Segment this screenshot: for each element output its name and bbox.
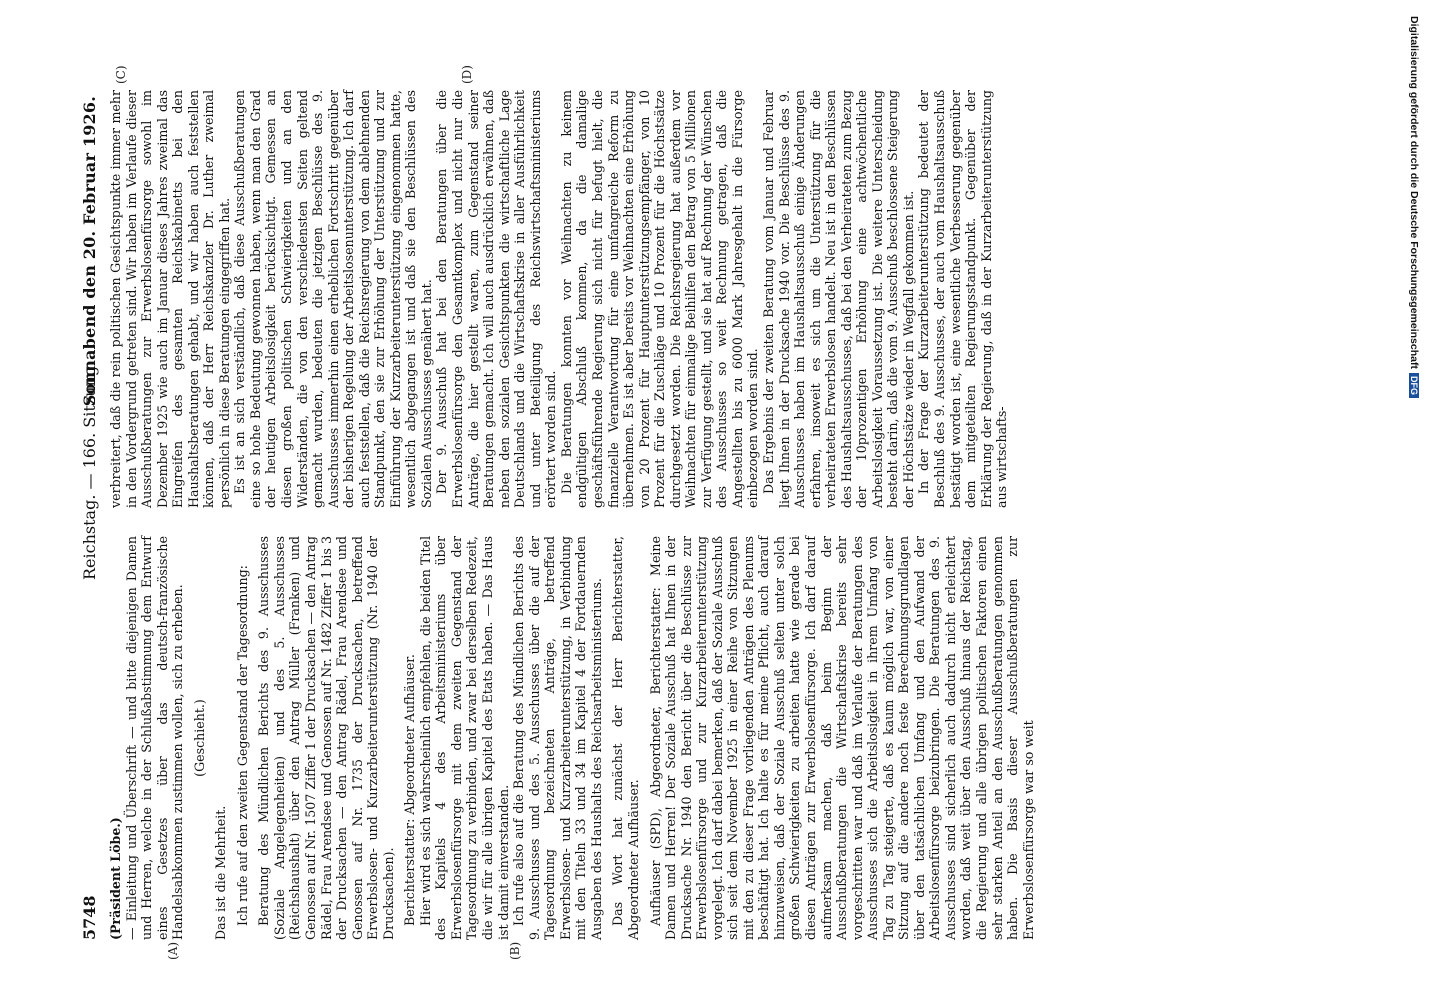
margin-marker-d: (D) (460, 65, 474, 84)
paragraph: In der Frage der Kurzarbeiterunterstützung bedeutet der Beschluß des 9. Ausschusses, der auch vom Haushaltsausschuß bestätigt worden ist, eine wesentliche Verbesserung gegenüber dem mitgeteilten Regierungsstandpunkt. Gegenüber der Erklärung der Regierung, daß in der Kurzarbeiterunterstützung aus wirtschafts- (916, 90, 1010, 508)
rotated-page (80, 65, 1036, 960)
paragraph: Ich rufe auf den zweiten Gegenstand der Tagesordnung: (234, 565, 250, 926)
paragraph: Das Ergebnis der zweiten Beratung vom Januar und Februar liegt Ihnen in der Drucksache 1940 vor. Die Beschlüsse des 9. Ausschusses haben im Haushaltsausschuß einige Änderungen erfahren, insoweit es sich um die Unterstützung für die verheirateten Erwerbslosen handelt. Neu ist in den Beschlüssen des Haushaltsausschusses, daß bei den Verheirateten zum Bezug der 10prozentigen Erhöhung eine achtwöchentliche Arbeitslosigkeit Voraussetzung ist. Die weitere Unterscheidung besteht darin, daß die vom 9. Ausschuß beschlossene Steigerung der Höchstsätze wieder in Wegfall gekommen ist. (760, 90, 916, 508)
speaker-heading: (Präsident Löbe.) (108, 817, 123, 940)
session-title: Reichstag. — 166. Sitzung. (80, 360, 99, 580)
digitization-credit (1408, 16, 1420, 398)
paragraph: verbreitert, daß die rein politischen Gesichtspunkte immer mehr in den Vordergrund getreten sind. Wir haben im Verlaufe dieser Ausschußberatungen zur Erwerbslosenfürsorge sowohl im Dezember 1925 wie auch im Januar dieses Jahres zweimal das Eingreifen des gesamten Reichskabinetts bei den Haushaltsberatungen gehabt, und wir haben auch feststellen können, daß der Herr Reichskanzler Dr. Luther zweimal persönlich in diese Beratungen eingegriffen hat. (108, 90, 232, 508)
paragraph: Es ist an sich verständlich, daß diese Ausschußberatungen eine so hohe Bedeutung gewonnen haben, wenn man den Grad der heutigen Arbeitslosigkeit berücksichtigt. Gemessen an diesen großen politischen Schwierigkeiten und an den Widerständen, die von den verschiedensten Seiten geltend gemacht wurden, bedeuten die jetzigen Beschlüsse des 9. Ausschusses immerhin einen erheblichen Fortschritt gegenüber der bisherigen Regelung der Arbeitslosenunterstützung. Ich darf auch feststellen, daß die Reichsregierung von dem ablehnenden Standpunkt, den sie zur Erhöhung der Unterstützung und zur Einführung der Kurzarbeiterunterstützung eingenommen hatte, wesentlich abgegangen ist und daß sie den Beschlüssen des Sozialen Ausschusses genähert hat. (232, 90, 434, 508)
agenda-item: Beratung des Mündlichen Berichts des 9. Ausschusses (Soziale Angelegenheiten) und des 5. Ausschusses (Reichshaushalt) über den Antrag Müller (Franken) und Genossen auf Nr. 1507 Ziffer 1 der Drucksachen — den Antrag Rädel, Frau Arendsee und Genossen auf Nr. 1482 Ziffer 1 bis 3 der Drucksachen — den Antrag Rädel, Frau Arendsee und Genossen auf Nr. 1735 der Drucksachen, betreffend Erwerbslosen- und Kurzarbeiterunterstützung (Nr. 1940 der Drucksachen). (256, 536, 396, 940)
paragraph: Der 9. Ausschuß hat bei den Beratungen über die Erwerbslosenfürsorge den Gesamtkomplex und nicht nur die Anträge, die hier gestellt waren, zum Gegenstand seiner Beratungen gemacht. Ich will auch ausdrücklich erwähnen, daß neben den sozialen Gesichtspunkten die wirtschaftliche Lage Deutschlands und die Wirtschaftskrise in aller Ausführlichkeit und unter Beteiligung des Reichswirtschaftsministeriums erörtert worden sind. (434, 90, 559, 508)
paragraph: — Einleitung und Überschrift — und bitte diejenigen Damen und Herren, welche in der Schlußabstimmung dem Entwurf eines Gesetzes über das deutsch-französische Handelsabkommen zustimmen wollen, sich zu erheben. (123, 536, 186, 940)
page-number: 5748 (80, 895, 99, 940)
paragraph: Ich rufe also auf die Beratung des Mündlichen Berichts des 9. Ausschusses und des 5. Ausschusses über die auf der Tagesordnung bezeichneten Anträge, betreffend Erwerbslosen- und Kurzarbeiterunterstützung, in Verbindung mit den Titeln 33 und 34 im Kapitel 4 der Fortdauernden Ausgaben des Haushalts des Reichsarbeitsministeriums. (511, 536, 604, 940)
credit-text: Digitalisierung gefördert durch die Deutsche Forschungsgemeinschaft (1408, 16, 1420, 369)
left-column (108, 536, 1036, 960)
paragraph: Berichterstatter: Abgeordneter Aufhäuser. (402, 654, 418, 926)
dfg-logo: DFG (1409, 373, 1419, 398)
page-header (80, 90, 108, 940)
paragraph: Die Beratungen konnten vor Weihnachten zu keinem endgültigen Abschluß kommen, da die damalige geschäftsführende Regierung sich nicht für befugt hielt, die finanzielle Verantwortung für eine umfangreiche Reform zu übernehmen. Es ist aber bereits vor Weihnachten eine Erhöhung von 20 Prozent für Hauptunterstützungsempfänger, von 10 Prozent für die Zuschläge und 10 Prozent für die Höchstsätze durchgesetzt worden. Die Reichsregierung hat außerdem vor Weihnachten für einmalige Beihilfen den Betrag von 5 Millionen zur Verfügung gestellt, und sie hat auf Rechnung der Wünschen des Ausschusses so weit Rechnung getragen, daß die Angestellten bis zu 6000 Mark Jahresgehalt in die Fürsorge einbezogen worden sind. (558, 90, 761, 508)
margin-marker-b: (B) (508, 941, 522, 960)
speech-paragraph: Aufhäuser (SPD), Abgeordneter, Berichterstatter: Meine Damen und Herren! Der Soziale Ausschuß hat Ihnen in der Drucksache Nr. 1940 den Bericht über die Beschlüsse zur Erwerbslosenfürsorge und zur Kurzarbeiterunterstützung vorgelegt. Ich darf dabei bemerken, daß der Soziale Ausschuß sich seit dem November 1925 in einer Reihe von Sitzungen mit den zu dieser Frage vorliegenden Anträgen des Plenums beschäftigt hat. Ich halte es für meine Pflicht, auch darauf hinzuweisen, daß der Soziale Ausschuß selten unter solch großen Schwierigkeiten zu arbeiten hatte wie gerade bei diesen Anträgen zur Erwerbslosenfürsorge. Ich darf darauf aufmerksam machen, daß beim Beginn der Ausschußberatungen die Wirtschaftskrise bereits sehr vorgeschritten war und daß im Verlaufe der Beratungen des Ausschusses sich die Arbeitslosigkeit in ihrem Umfang von Tag zu Tag steigerte, daß es kaum möglich war, von einer Sitzung auf die andere noch feste Berechnungsgrundlagen über den tatsächlichen Umfang und den Aufwand der Arbeitslosenfürsorge beizubringen. Die Beratungen des 9. Ausschusses sind sicherlich auch dadurch nicht erleichtert worden, daß weit über den Ausschuß hinaus der Reichstag, die Regierung und alle übrigen politischen Faktoren einen sehr starken Anteil an den Ausschußberatungen genommen haben. Die Basis dieser Ausschußberatungen zur Erwerbslosenfürsorge war so weit (647, 536, 1036, 940)
paragraph: Das Wort hat zunächst der Herr Berichterstatter, Abgeordneter Aufhäuser. (610, 536, 641, 940)
session-date: Sonnabend den 20. Februar 1926. (80, 96, 99, 407)
paragraph: Hier wird es sich wahrscheinlich empfehlen, die beiden Titel des Kapitels 4 des Arbeitsministeriums über Erwerbslosenfürsorge mit dem zweiten Gegenstand der Tagesordnung zu verbinden, und zwar bei derselben Redezeit, die wir für alle übrigen Kapitel des Etats haben. — Das Haus ist damit einverstanden. (417, 536, 511, 940)
margin-marker-a: (A) (166, 941, 180, 960)
paragraph: (Geschieht.) (191, 699, 207, 777)
paragraph: Das ist die Mehrheit. (213, 805, 229, 940)
margin-marker-c: (C) (114, 65, 128, 84)
right-column (108, 90, 1010, 508)
